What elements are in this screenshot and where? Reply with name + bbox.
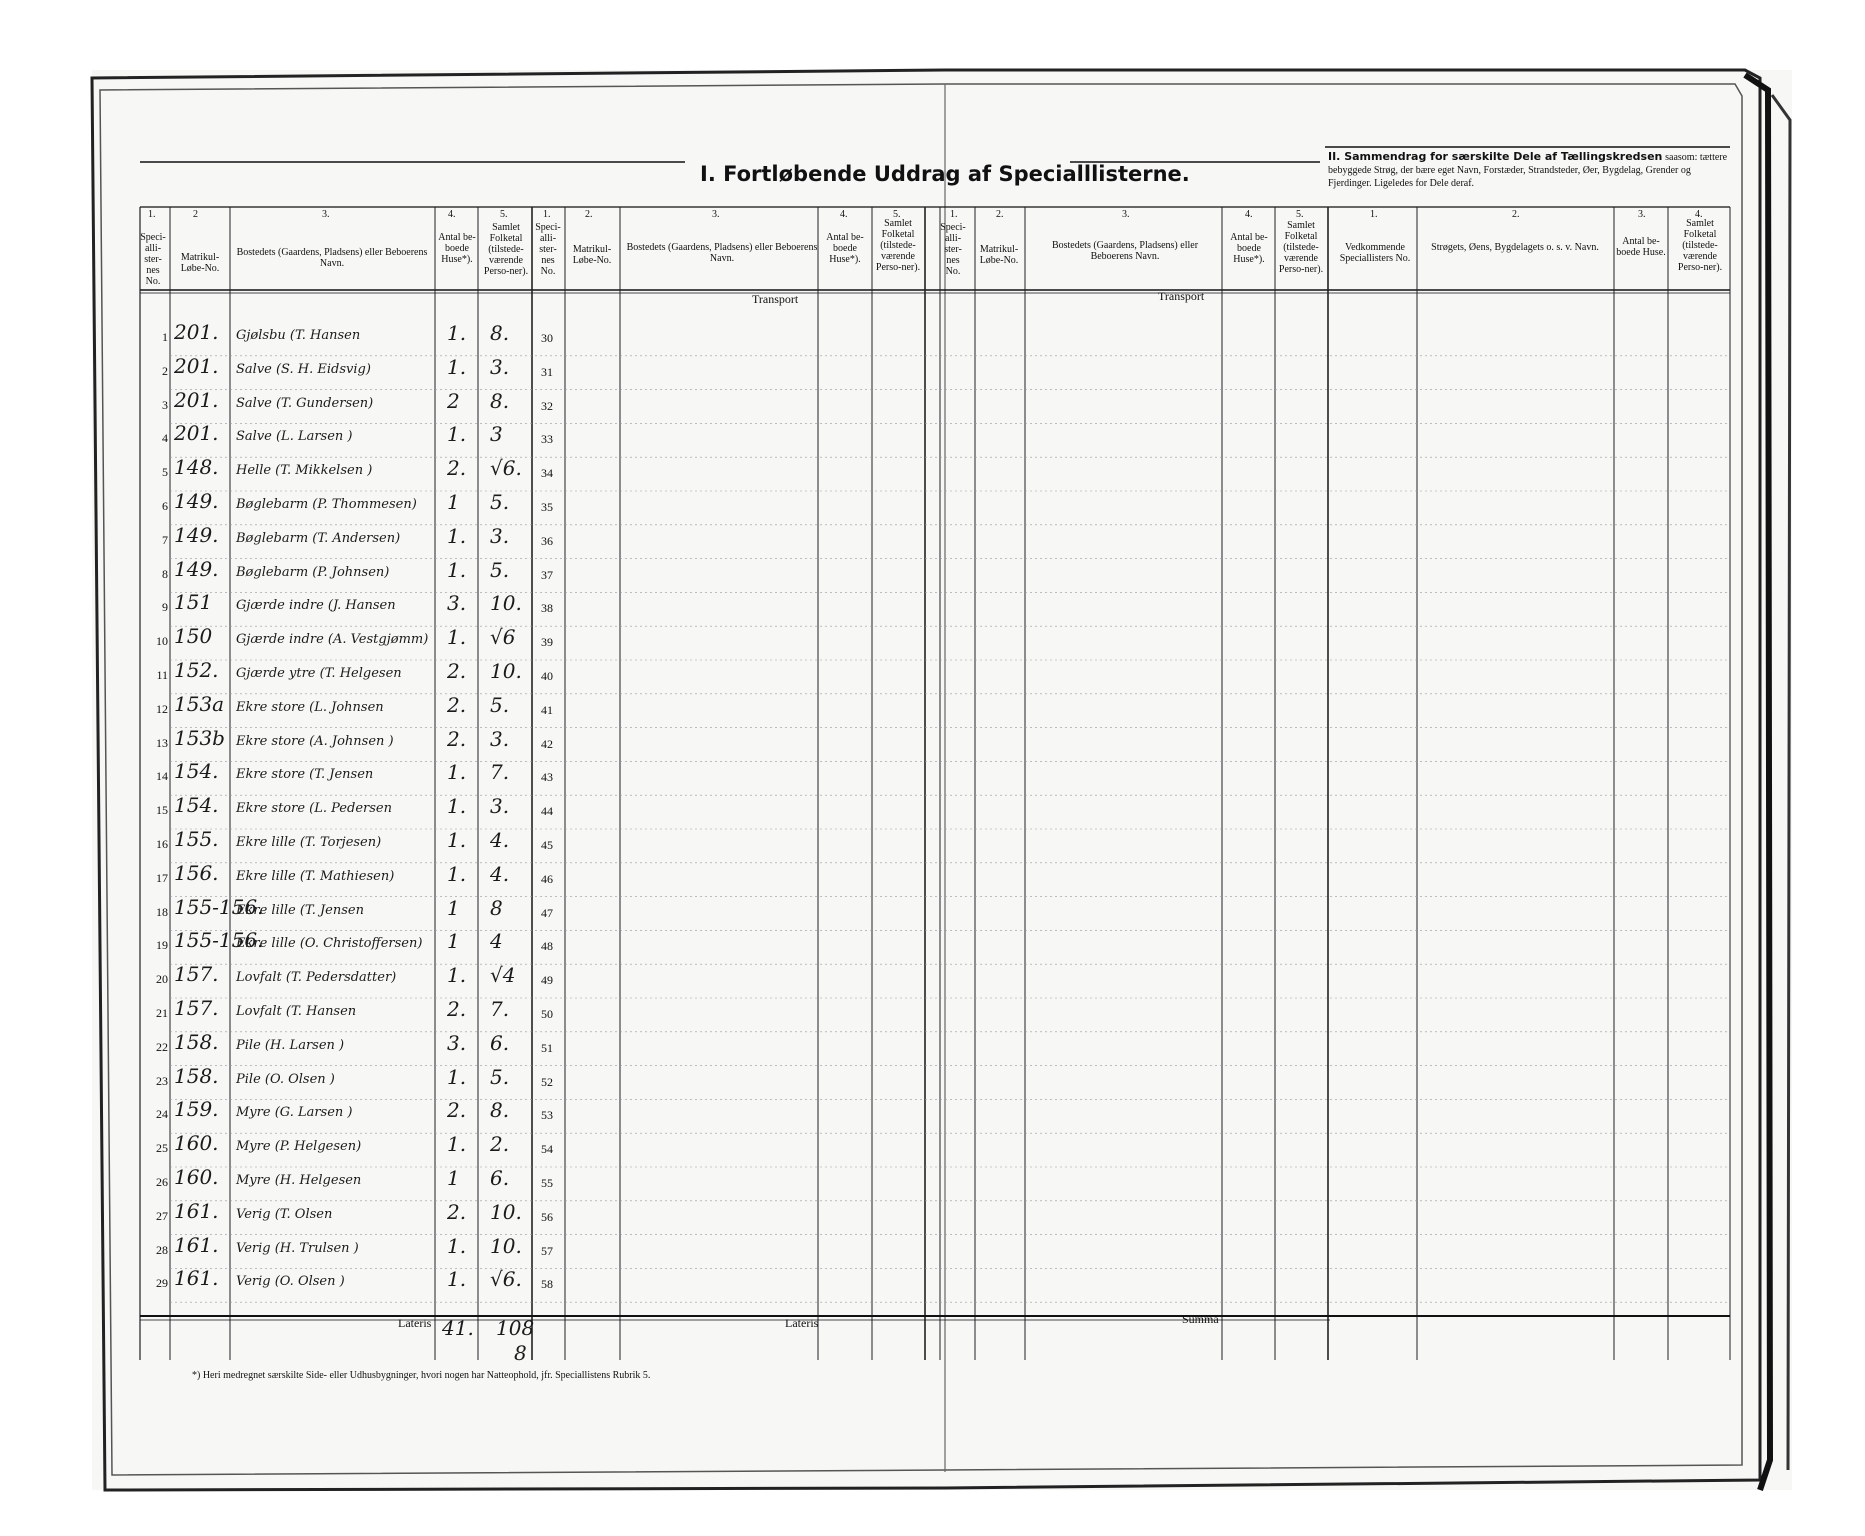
column-number-left: 3.: [712, 209, 720, 220]
footnote: *) Heri medregnet særskilte Side- eller Udhusbygninger, hvori nogen har Natteophold, jfr. Speciallistens Rubrik 5.: [192, 1370, 651, 1381]
antal-huse-value: 1.: [447, 760, 467, 785]
antal-huse-value: 1.: [447, 1233, 467, 1258]
hdr-matrikul: Matrikul-Løbe-No.: [180, 252, 220, 274]
row-number: 21: [156, 1006, 168, 1020]
antal-huse-value: 2.: [447, 659, 467, 683]
second-block-row-number: 33: [541, 432, 553, 447]
matrikul-value: 155-156.: [174, 894, 264, 919]
column-number-right: 1.: [1370, 209, 1378, 220]
matrikul-value: 149.: [174, 556, 219, 581]
lateris-label-2: Lateris: [785, 1316, 819, 1330]
transport-label-left: Transport: [752, 292, 799, 306]
column-number-right: 5.: [1296, 209, 1304, 220]
antal-huse-value: 2.: [447, 997, 467, 1021]
bosted-name: Pile (O. Olsen ): [236, 1071, 335, 1087]
second-block-row-number: 50: [541, 1007, 553, 1021]
column-number-right: 4.: [1245, 209, 1253, 220]
second-block-row-number: 36: [541, 533, 553, 548]
second-block-row-number: 58: [541, 1277, 553, 1292]
antal-huse-value: 2.: [447, 456, 467, 481]
antal-huse-value: 1.: [447, 828, 467, 852]
row-number: 22: [156, 1039, 168, 1054]
matrikul-value: 201.: [174, 387, 219, 412]
summa-label: Summa: [1182, 1312, 1219, 1326]
total-folk-extra: 8: [514, 1341, 527, 1365]
row-number: 11: [156, 668, 168, 682]
matrikul-value: 157.: [174, 962, 219, 987]
hdr-matrikul-b: Matrikul-Løbe-No.: [572, 244, 612, 266]
antal-huse-value: 2.: [447, 1098, 467, 1123]
hdr-r-special-no: Speci-alli-ster-nes No.: [940, 222, 966, 277]
second-block-row-number: 31: [541, 364, 553, 379]
row-number: 12: [156, 701, 168, 716]
row-number: 26: [156, 1175, 168, 1189]
folketal-value: √6.: [490, 1267, 522, 1292]
matrikul-value: 155.: [174, 827, 219, 851]
bosted-name: Salve (T. Gundersen): [236, 395, 374, 411]
matrikul-value: 154.: [174, 793, 219, 818]
matrikul-value: 201.: [174, 353, 219, 378]
row-number: 16: [156, 837, 168, 851]
matrikul-value: 149.: [174, 489, 219, 513]
second-block-row-number: 54: [541, 1142, 553, 1157]
bosted-name: Ekre lille (T. Mathiesen): [236, 868, 395, 884]
antal-huse-value: 1.: [447, 963, 467, 988]
column-number-right: 3.: [1638, 209, 1646, 220]
bosted-name: Gjærde indre (A. Vestgjømm): [236, 632, 429, 648]
bosted-name: Ekre lille (O. Christoffersen): [236, 936, 423, 952]
column-number-right: 3.: [1122, 209, 1130, 220]
folketal-value: 8.: [490, 321, 510, 345]
bosted-name: Pile (H. Larsen ): [236, 1037, 345, 1053]
second-block-row-number: 32: [541, 398, 553, 413]
hdr-r-folketal: Samlet Folketal (tilstede-værende Perso-ner).: [1278, 220, 1324, 275]
second-block-row-number: 40: [541, 669, 553, 683]
hdr-special-no: Speci-alli-ster-nes No.: [140, 232, 166, 287]
hdr-r-bosted: Bostedets (Gaardens, Pladsens) eller Beboerens Navn.: [1051, 240, 1199, 262]
folketal-value: 4.: [490, 828, 510, 852]
matrikul-value: 151: [174, 590, 213, 615]
folketal-value: 10.: [490, 591, 522, 616]
antal-huse-value: 1.: [447, 321, 467, 345]
second-block-row-number: 43: [541, 770, 553, 785]
column-number-right: 2.: [996, 209, 1004, 220]
antal-huse-value: 3.: [447, 591, 467, 616]
folketal-value: 8: [490, 895, 503, 920]
antal-huse-value: 1: [447, 490, 460, 514]
folketal-value: 8.: [490, 1098, 510, 1123]
bosted-name: Salve (S. H. Eidsvig): [236, 361, 371, 377]
folketal-value: 2.: [490, 1132, 510, 1157]
row-number: 18: [156, 904, 168, 919]
second-block-row-number: 47: [541, 905, 553, 920]
folketal-value: 5.: [490, 692, 510, 717]
matrikul-value: 158.: [174, 1029, 219, 1054]
bosted-name: Myre (P. Helgesen): [236, 1139, 362, 1155]
antal-huse-value: 1.: [447, 861, 467, 886]
bosted-name: Ekre store (T. Jensen: [236, 767, 374, 783]
second-block-row-number: 57: [541, 1243, 553, 1258]
hdr-r-antal-huse2: Antal be-boede Huse.: [1616, 236, 1666, 258]
antal-huse-value: 2: [447, 388, 460, 413]
bosted-name: Ekre store (A. Johnsen ): [236, 733, 394, 749]
matrikul-value: 155-156.: [174, 928, 264, 953]
matrikul-value: 150: [174, 624, 213, 649]
matrikul-value: 159.: [174, 1097, 219, 1122]
folketal-value: 6.: [490, 1166, 510, 1190]
antal-huse-value: 1.: [447, 1132, 467, 1157]
matrikul-value: 153b: [174, 725, 225, 750]
folketal-value: 7.: [490, 760, 510, 785]
folketal-value: 10.: [490, 1233, 522, 1258]
matrikul-value: 152.: [174, 658, 219, 682]
folketal-value: 4: [490, 929, 503, 954]
lateris-label-1: Lateris: [398, 1316, 432, 1330]
folketal-value: √4: [490, 963, 516, 988]
antal-huse-value: 3.: [447, 1030, 467, 1055]
folketal-value: 3.: [490, 794, 510, 819]
antal-huse-value: 1.: [447, 794, 467, 819]
antal-huse-value: 1.: [447, 523, 467, 548]
column-number-left: 3.: [322, 209, 330, 220]
bosted-name: Salve (L. Larsen ): [236, 429, 353, 445]
row-number: 24: [156, 1107, 168, 1122]
row-number: 9: [162, 600, 168, 615]
row-number: 23: [156, 1073, 168, 1088]
row-number: 15: [156, 803, 168, 818]
hdr-r-folketal2: Samlet Folketal (tilstede-værende Perso-ner).: [1677, 218, 1723, 273]
folketal-value: 3.: [490, 726, 510, 751]
matrikul-value: 149.: [174, 522, 219, 547]
bosted-name: Bøglebarm (P. Johnsen): [236, 564, 390, 580]
matrikul-value: 153a: [174, 691, 225, 716]
column-number-left: 2: [193, 209, 198, 220]
bosted-name: Gjærde ytre (T. Helgesen: [236, 666, 402, 681]
row-number: 17: [156, 870, 168, 885]
bosted-name: Helle (T. Mikkelsen ): [236, 463, 373, 479]
bosted-name: Myre (H. Helgesen: [236, 1173, 362, 1188]
row-number: 19: [156, 938, 168, 953]
bosted-name: Verig (H. Trulsen ): [236, 1240, 359, 1256]
folketal-value: 3: [490, 422, 503, 447]
antal-huse-value: 1.: [447, 354, 467, 379]
row-number: 25: [156, 1141, 168, 1156]
left-page-title: I. Fortløbende Uddrag af Specialllisterne.: [700, 162, 1190, 186]
column-number-left: 1.: [543, 209, 551, 220]
matrikul-value: 148.: [174, 455, 219, 480]
second-block-row-number: 56: [541, 1209, 553, 1224]
row-number: 8: [162, 566, 168, 581]
second-block-row-number: 38: [541, 601, 553, 616]
matrikul-value: 161.: [174, 1266, 219, 1291]
folketal-value: 5.: [490, 490, 510, 514]
matrikul-value: 161.: [174, 1232, 219, 1257]
second-block-row-number: 52: [541, 1074, 553, 1089]
bosted-name: Gjærde indre (J. Hansen: [236, 598, 396, 614]
column-number-left: 5.: [500, 209, 508, 220]
bosted-name: Myre (G. Larsen ): [236, 1105, 353, 1121]
column-number-left: 5.: [893, 209, 901, 220]
second-block-row-number: 35: [541, 500, 553, 514]
antal-huse-value: 1.: [447, 625, 467, 650]
second-block-row-number: 34: [541, 466, 553, 481]
column-number-left: 4.: [448, 209, 456, 220]
bosted-name: Ekre store (L. Johnsen: [236, 699, 384, 715]
hdr-r-matrikul: Matrikul-Løbe-No.: [979, 244, 1019, 266]
row-number: 4: [162, 431, 168, 446]
hdr-bosted: Bostedets (Gaardens, Pladsens) eller Beboerens Navn.: [236, 247, 428, 269]
second-block-row-number: 55: [541, 1176, 553, 1190]
hdr-r-strog: Strøgets, Øens, Bygdelagets o. s. v. Navn.: [1431, 242, 1599, 253]
hdr-antal-huse-b: Antal be-boede Huse*).: [826, 232, 864, 265]
folketal-value: 10.: [490, 1199, 522, 1224]
bosted-name: Lovfalt (T. Pedersdatter): [236, 970, 397, 986]
antal-huse-value: 1: [447, 929, 460, 954]
column-number-right: 2.: [1512, 209, 1520, 220]
matrikul-value: 201.: [174, 421, 219, 446]
antal-huse-value: 1.: [447, 1267, 467, 1292]
matrikul-value: 160.: [174, 1165, 219, 1189]
hdr-r-antal-huse: Antal be-boede Huse*).: [1230, 232, 1268, 265]
folketal-value: 4.: [490, 861, 510, 886]
folketal-value: 3.: [490, 523, 510, 548]
column-number-right: 4.: [1695, 209, 1703, 220]
antal-huse-value: 1.: [447, 422, 467, 447]
second-block-row-number: 37: [541, 567, 553, 582]
matrikul-value: 158.: [174, 1063, 219, 1088]
second-block-row-number: 53: [541, 1108, 553, 1123]
antal-huse-value: 1.: [447, 1064, 467, 1089]
second-block-row-number: 42: [541, 736, 553, 751]
second-block-row-number: 39: [541, 635, 553, 650]
folketal-value: 10.: [490, 659, 522, 683]
bosted-name: Bøglebarm (T. Andersen): [236, 530, 401, 546]
column-number-left: 1.: [148, 209, 156, 220]
antal-huse-value: 1: [447, 895, 460, 920]
folketal-value: 7.: [490, 997, 510, 1021]
second-block-row-number: 48: [541, 939, 553, 954]
antal-huse-value: 1.: [447, 557, 467, 582]
matrikul-value: 201.: [174, 320, 219, 344]
matrikul-value: 161.: [174, 1198, 219, 1223]
column-number-right: 1.: [950, 209, 958, 220]
hdr-special-no-b: Speci-alli-ster-nes No.: [535, 222, 561, 277]
hdr-r-vedk: Vedkommende Speciallisters No.: [1339, 242, 1411, 264]
row-number: 1: [162, 330, 168, 344]
right-page-title-sub: saasom: tættere bebyggede Strøg, der bære eget Navn, Forstæder, Strandsteder, Øer, Bygdelag, Grender og Fjerdinger. Ligeledes for Dele deraf.: [1328, 152, 1728, 189]
folketal-value: 6.: [490, 1030, 510, 1055]
folketal-value: 3.: [490, 354, 510, 379]
matrikul-value: 157.: [174, 996, 219, 1020]
bosted-name: Ekre store (L. Pedersen: [236, 801, 392, 817]
bosted-name: Gjølsbu (T. Hansen: [236, 328, 361, 343]
row-number: 20: [156, 972, 168, 987]
antal-huse-value: 2.: [447, 1199, 467, 1224]
folketal-value: 8.: [490, 388, 510, 413]
matrikul-value: 160.: [174, 1131, 219, 1156]
second-block-row-number: 49: [541, 973, 553, 988]
total-folk: 108: [496, 1316, 535, 1340]
bosted-name: Verig (T. Olsen: [236, 1206, 333, 1222]
bosted-name: Ekre lille (T. Jensen: [236, 902, 364, 918]
folketal-value: √6.: [490, 456, 522, 481]
folketal-value: √6: [490, 625, 516, 650]
hdr-folketal-b: Samlet Folketal (tilstede-værende Perso-ner).: [875, 218, 921, 273]
bosted-name: Verig (O. Olsen ): [236, 1274, 345, 1290]
column-number-left: 4.: [840, 209, 848, 220]
row-number: 28: [156, 1242, 168, 1257]
second-block-row-number: 51: [541, 1040, 553, 1055]
row-number: 27: [156, 1208, 168, 1223]
total-huse: 41.: [442, 1316, 474, 1340]
hdr-antal-huse: Antal be-boede Huse*).: [438, 232, 476, 265]
row-number: 6: [162, 499, 168, 513]
second-block-row-number: 46: [541, 871, 553, 886]
column-number-left: 2.: [585, 209, 593, 220]
antal-huse-value: 2.: [447, 692, 467, 717]
folketal-value: 5.: [490, 557, 510, 582]
matrikul-value: 154.: [174, 759, 219, 784]
right-page-title-main: II. Sammendrag for særskilte Dele af Tællingskredsen: [1328, 150, 1663, 163]
row-number: 10: [156, 634, 168, 649]
second-block-row-number: 44: [541, 804, 553, 819]
second-block-row-number: 30: [541, 331, 553, 345]
second-block-row-number: 45: [541, 838, 553, 852]
row-number: 7: [162, 532, 168, 547]
row-number: 2: [162, 363, 168, 378]
antal-huse-value: 2.: [447, 726, 467, 751]
matrikul-value: 156.: [174, 860, 219, 885]
folketal-value: 5.: [490, 1064, 510, 1089]
hdr-bosted-b: Bostedets (Gaardens, Pladsens) eller Beboerens Navn.: [626, 242, 818, 264]
bosted-name: Ekre lille (T. Torjesen): [236, 835, 382, 850]
right-page-title: [1328, 151, 1728, 190]
row-number: 14: [156, 769, 168, 784]
transport-label-right: Transport: [1158, 289, 1205, 303]
bosted-name: Lovfalt (T. Hansen: [236, 1004, 357, 1019]
bosted-name: Bøglebarm (P. Thommesen): [236, 497, 417, 512]
row-number: 13: [156, 735, 168, 750]
row-number: 3: [162, 397, 168, 412]
hdr-folketal: Samlet Folketal (tilstede-værende Perso-ner).: [483, 222, 529, 277]
row-number: 5: [162, 465, 168, 480]
second-block-row-number: 41: [541, 702, 553, 717]
row-number: 29: [156, 1276, 168, 1291]
antal-huse-value: 1: [447, 1166, 460, 1190]
